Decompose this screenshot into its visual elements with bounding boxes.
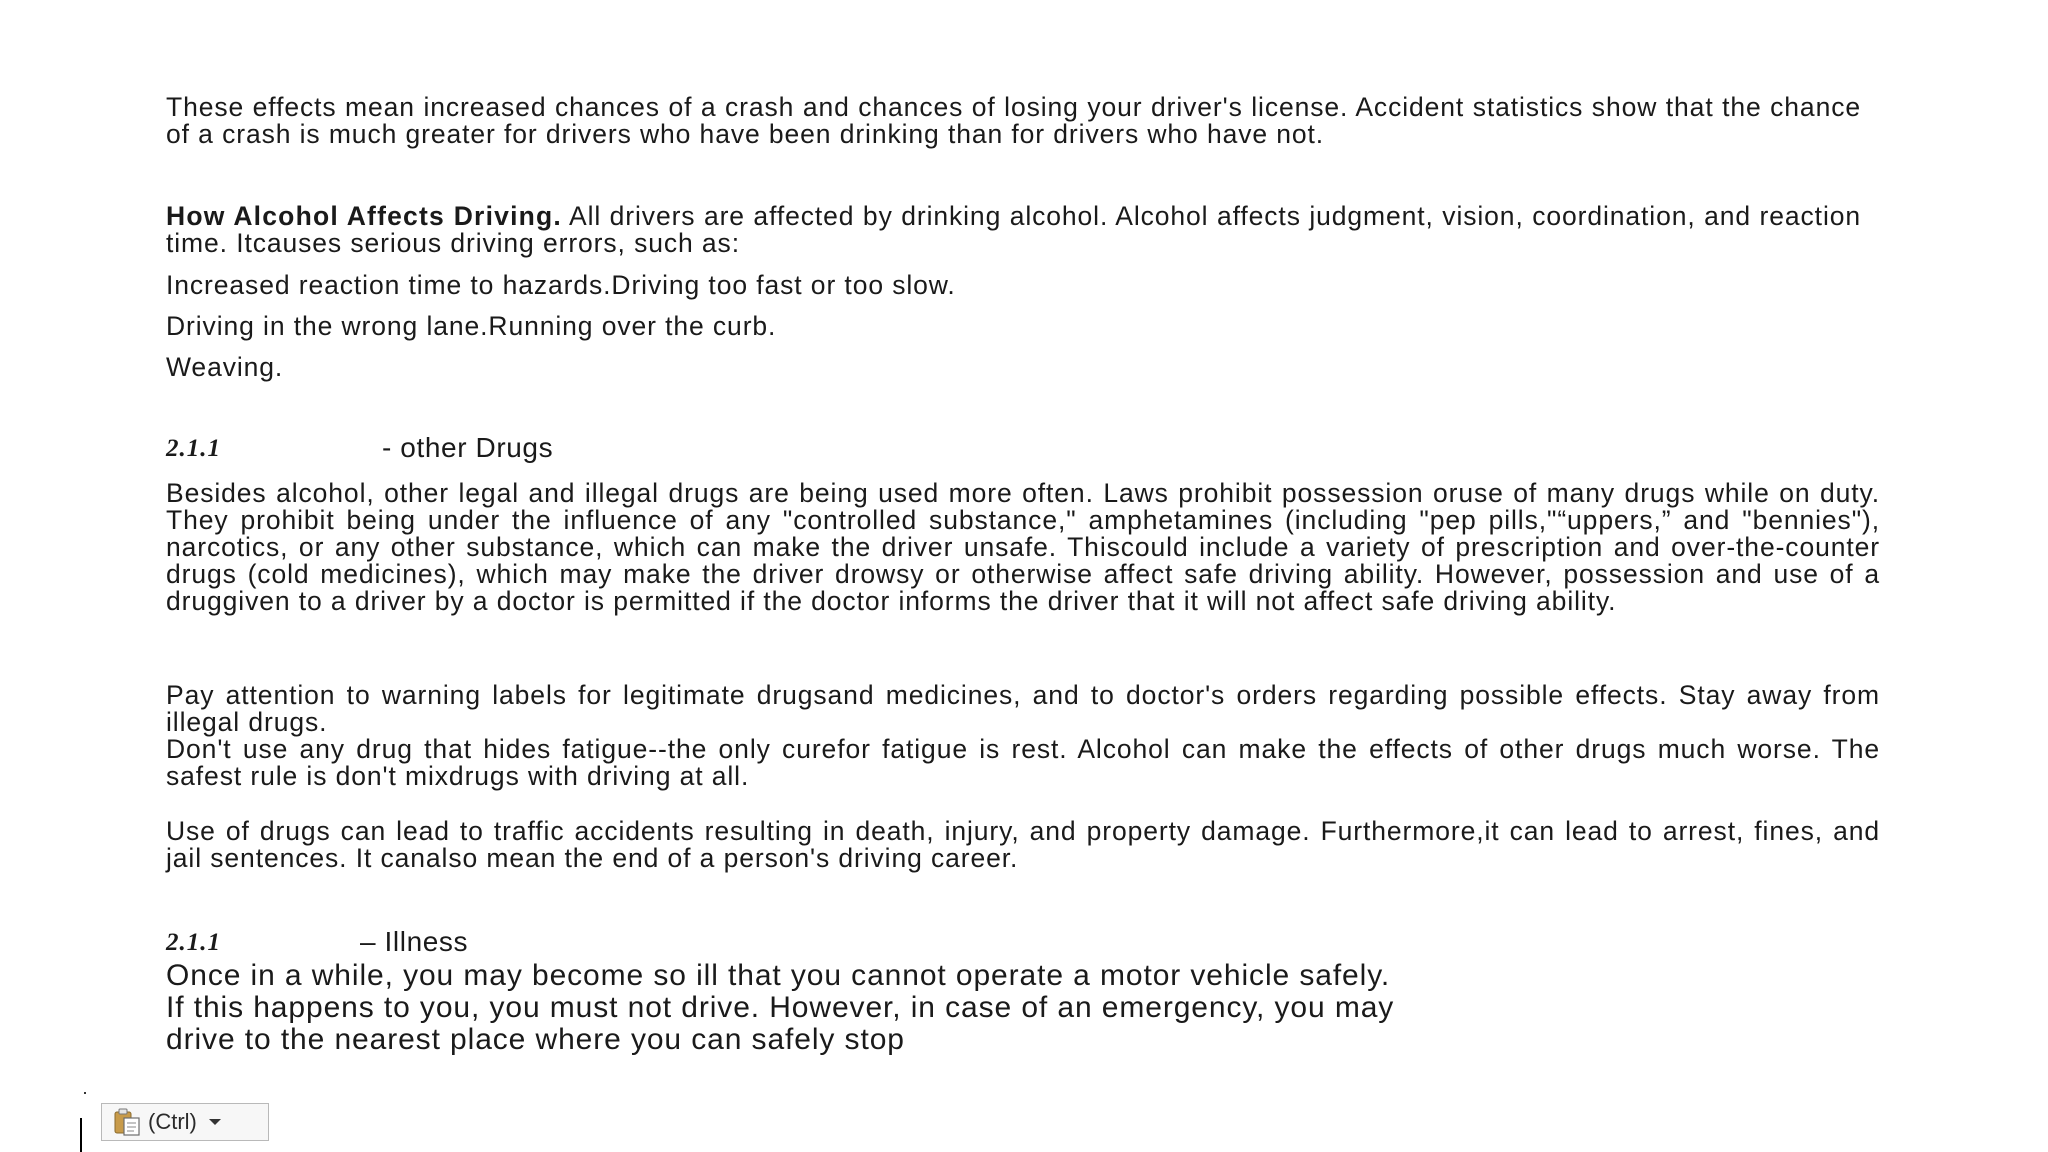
paragraph-drugs-4: Use of drugs can lead to traffic accidents resulting in death, injury, and property damage. Furthermore,it can lead to arrest, fines, and jail sentences. It canalso mean the end of a person's driving career. — [166, 816, 1880, 873]
clipboard-paste-icon — [112, 1107, 142, 1137]
paste-options-label: (Ctrl) — [148, 1109, 197, 1134]
alcohol-body: All drivers are affected by drinking alcohol. Alcohol affects judgment, vision, coordination, and reaction time. Itcauses serious driving errors, such as: — [166, 201, 1862, 258]
paragraph-drugs-2: Pay attention to warning labels for legitimate drugsand medicines, and to doctor's orders regarding possible effects. Stay away from illegal drugs. — [166, 680, 1880, 737]
paragraph-drugs-1: Besides alcohol, other legal and illegal drugs are being used more often. Laws prohibit possession oruse of many drugs while on duty. They prohibit being under the influence of any "controlled substance," amphetamines (including "pep pills,"“uppers,” and "bennies"), narcotics, or any other substance, which can make the driver unsafe. Thiscould include a variety of prescription and over-the-counter drugs (cold medicines), which may make the driver drowsy or otherwise affect safe driving ability. However, possession and use of a druggiven to a driver by a doctor is permitted if the doctor informs the driver that it will not affect safe driving ability. — [166, 478, 1880, 616]
section-title-illness: – Illness — [360, 926, 469, 957]
paragraph-effects: These effects mean increased chances of a crash and chances of losing your driver's license. Accident statistics show that the chance of a crash is much greater for drivers who have been drinking than for drivers who have not. — [166, 92, 1861, 149]
illness-paragraph — [166, 960, 1886, 1056]
error-line-2: Driving in the wrong lane.Running over the curb. — [166, 311, 777, 341]
illness-line: If this happens to you, you must not drive. However, in case of an emergency, you may — [166, 991, 1395, 1024]
paste-options-button[interactable] — [101, 1103, 269, 1141]
error-line-3: Weaving. — [166, 352, 284, 382]
paragraph-drugs-3: Don't use any drug that hides fatigue--the only curefor fatigue is rest. Alcohol can make the effects of other drugs much worse. The safest rule is don't mixdrugs with driving at all. — [166, 734, 1880, 791]
chevron-down-icon[interactable] — [209, 1119, 221, 1125]
error-line-1: Increased reaction time to hazards.Driving too fast or too slow. — [166, 270, 956, 300]
section-title-drugs: - other Drugs — [382, 432, 554, 463]
section-number-illness: 2.1.1 — [166, 929, 221, 956]
illness-line: drive to the nearest place where you can safely stop — [166, 1023, 905, 1056]
paragraph-mark — [84, 1092, 86, 1094]
alcohol-heading: How Alcohol Affects Driving. — [166, 201, 562, 231]
paragraph-alcohol — [166, 203, 1861, 257]
illness-line: Once in a while, you may become so ill that you cannot operate a motor vehicle safely. — [166, 959, 1391, 992]
section-number-drugs: 2.1.1 — [166, 435, 221, 462]
text-cursor — [80, 1118, 82, 1152]
